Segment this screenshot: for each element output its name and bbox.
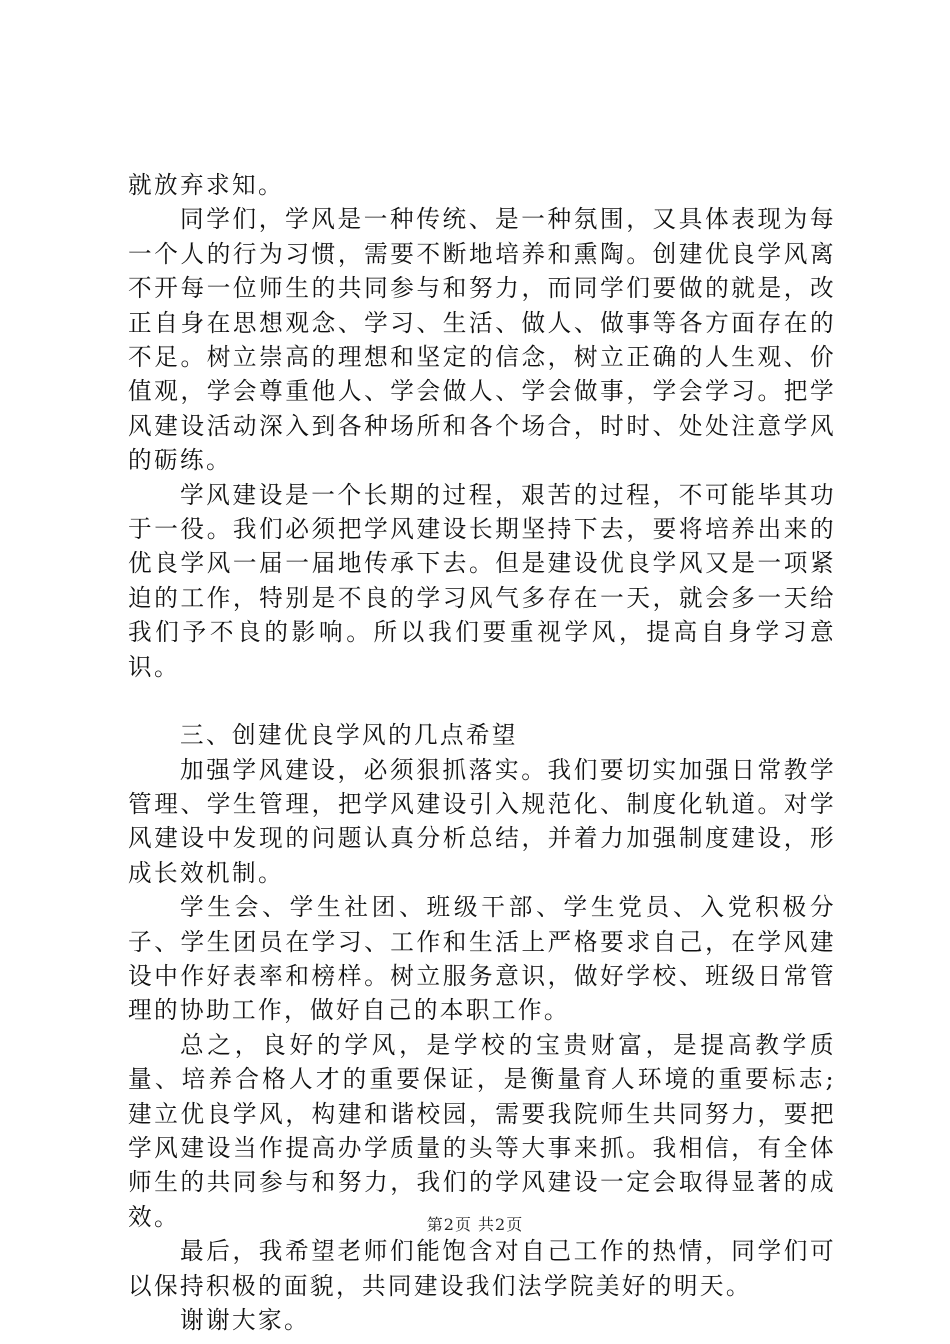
paragraph-long-process: 学风建设是一个长期的过程，艰苦的过程，不可能毕其功于一役。我们必须把学风建设长期坚持下去，要将培养出来的优良学风一届一届地传承下去。但是建设优良学风又是一项紧迫的工作，特别是不良的学习风气多存在一天，就会多一天给我们予不良的影响。所以我们要重视学风，提高自身学习意识。 [128,480,836,681]
page-number-footer: 第2页 共2页 [426,1215,524,1234]
paragraph-thanks: 谢谢大家。 [180,1306,310,1334]
document-body [128,168,836,1337]
paragraph-summary: 总之，良好的学风，是学校的宝贵财富，是提高教学质量、培养合格人才的重要保证，是衡量育人环境的重要标志;建立优良学风，构建和谐校园，需要我院师生共同努力，要把学风建设当作提高办学质量的头等大事来抓。我相信，有全体师生的共同参与和努力，我们的学风建设一定会取得显著的成效。 [128,1030,836,1231]
paragraph-final-hope: 最后，我希望老师们能饱含对自己工作的热情，同学们可以保持积极的面貌，共同建设我们法学院美好的明天。 [128,1237,836,1300]
paragraph-style-tradition: 同学们，学风是一种传统、是一种氛围，又具体表现为每一个人的行为习惯，需要不断地培养和熏陶。创建优良学风离不开每一位师生的共同参与和努力，而同学们要做的就是，改正自身在思想观念、学习、生活、做人、做事等各方面存在的不足。树立崇高的理想和坚定的信念，树立正确的人生观、价值观，学会尊重他人、学会做人、学会做事，学会学习。把学风建设活动深入到各种场所和各个场合，时时、处处注意学风的砺练。 [128,205,836,475]
paragraph-continuation: 就放弃求知。 [128,171,284,199]
paragraph-student-leaders: 学生会、学生社团、班级干部、学生党员、入党积极分子、学生团员在学习、工作和生活上严格要求自己，在学风建设中作好表率和榜样。树立服务意识，做好学校、班级日常管理的协助工作，做好自己的本职工作。 [128,893,836,1025]
paragraph-implementation: 加强学风建设，必须狠抓落实。我们要切实加强日常教学管理、学生管理，把学风建设引入规范化、制度化轨道。对学风建设中发现的问题认真分析总结，并着力加强制度建设，形成长效机制。 [128,755,836,887]
section-heading: 三、创建优良学风的几点希望 [180,721,518,750]
